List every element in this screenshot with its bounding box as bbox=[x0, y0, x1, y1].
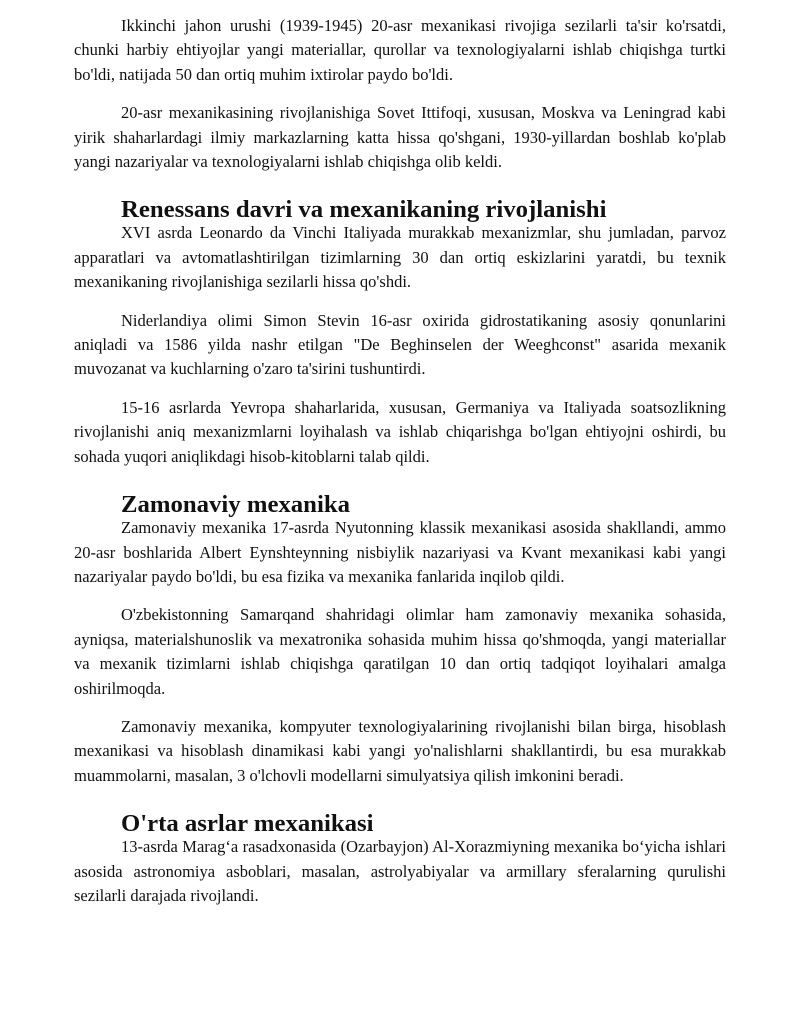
renaissance-paragraph-3: 15-16 asrlarda Yevropa shaharlarida, xususan, Germaniya va Italiyada soatsozlikning rivojlanishi aniq mexanizmlarni loyihalash va ishlab chiqarishga bo'lgan ehtiyojni oshirdi, bu sohada yuqori aniqlikdagi hisob-kitoblarni talab qildi. bbox=[74, 397, 726, 466]
modern-paragraph-3: Zamonaviy mexanika, kompyuter texnologiyalarining rivojlanishi bilan birga, hisoblash mexanikasi va hisoblash dinamikasi kabi yangi yo'nalishlarni shakllantirdi, bu esa murakkab muammolarni, masalan, 3 o'lchovli modellarni simulyatsiya qilish imkonini beradi. bbox=[74, 716, 726, 785]
intro-paragraph-1: Ikkinchi jahon urushi (1939-1945) 20-asr mexanikasi rivojiga sezilarli ta'sir ko'rsatdi, chunki harbiy ehtiyojlar yangi materiallar, qurollar va texnologiyalarni ishlab chiqishga turtki bo'ldi, natijada 50 dan ortiq muhim ixtirolar paydo bo'ldi. bbox=[74, 16, 726, 84]
renaissance-paragraph-2: Niderlandiya olimi Simon Stevin 16-asr oxirida gidrostatikaning asosiy qonunlarini aniqladi va 1586 yilda nashr etilgan "De Beghinselen der Weeghconst" asarida mexanik muvozanat va kuchlarning o'zaro ta'sirini tushuntirdi. bbox=[74, 310, 726, 379]
section-heading-renaissance: Renessans davri va mexanikaning rivojlanishi bbox=[121, 196, 607, 224]
modern-paragraph-1: Zamonaviy mexanika 17-asrda Nyutonning klassik mexanikasi asosida shakllandi, ammo 20-asr boshlarida Albert Eynshteynning nisbiylik nazariyasi va Kvant mexanikasi kabi yangi nazariyalar paydo bo'ldi, bu esa fizika va mexanika fanlarida inqilob qildi. bbox=[74, 518, 726, 586]
modern-paragraph-2: O'zbekistonning Samarqand shahridagi olimlar ham zamonaviy mexanika sohasida, ayniqsa, materialshunoslik va mexatronika sohasida muhim hissa qo'shmoqda, yangi materiallar va mexanik tizimlarni ishlab chiqishga qaratilgan 10 dan ortiq tadqiqot loyihalari amalga oshirilmoqda. bbox=[74, 605, 726, 698]
section-heading-medieval: O'rta asrlar mexanikasi bbox=[121, 810, 374, 838]
intro-paragraph-2: 20-asr mexanikasining rivojlanishiga Sovet Ittifoqi, xususan, Moskva va Leningrad kabi yirik shaharlardagi ilmiy markazlarning katta hissa qo'shgani, 1930-yillardan boshlab ko'plab yangi nazariyalar va texnologiyalarni ishlab chiqishga olib keldi. bbox=[74, 103, 726, 172]
section-heading-modern: Zamonaviy mexanika bbox=[121, 491, 350, 519]
document-page bbox=[74, 14, 726, 922]
medieval-paragraph-1: 13-asrda Marag‘a rasadxonasida (Ozarbayjon) Al-Xorazmiyning mexanika bo‘yicha ishlari asosida astronomiya asboblari, masalan, astrolyabiyalar va armillary sferalarning qurulishi sezilarli darajada rivojlandi. bbox=[74, 837, 726, 905]
renaissance-paragraph-1: XVI asrda Leonardo da Vinchi Italiyada murakkab mexanizmlar, shu jumladan, parvoz apparatlari va avtomatlashtirilgan tizimlarning 30 dan ortiq eskizlarini yaratdi, bu texnik mexanikaning rivojlanishiga sezilarli hissa qo'shdi. bbox=[74, 223, 726, 292]
